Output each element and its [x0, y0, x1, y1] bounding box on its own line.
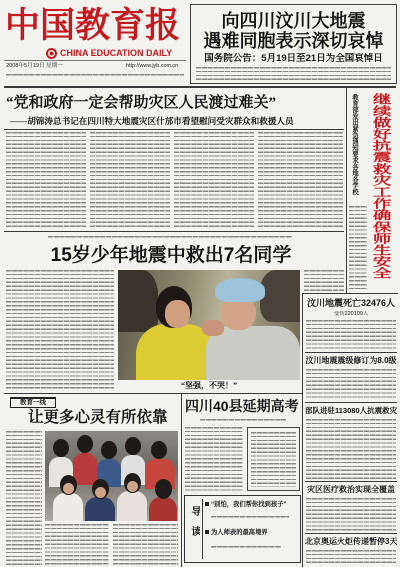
photo-student-head	[155, 479, 172, 499]
photo-student-head	[53, 439, 69, 457]
exam-body-column	[185, 427, 243, 491]
brief-divider	[305, 533, 397, 534]
rescue-photo	[118, 270, 300, 380]
brief-headline: 北京奥运火炬传递暂停3天	[305, 537, 397, 546]
photo-student-head	[77, 435, 93, 453]
mourning-notice-box	[190, 4, 397, 84]
photo-girl-face	[165, 300, 190, 328]
rescue-body-column	[6, 270, 114, 391]
mourning-body-text	[196, 67, 391, 80]
index-label: 导读	[189, 506, 200, 546]
frontline-body-column	[45, 524, 109, 565]
lead-body-column	[258, 132, 343, 228]
mourning-headline-line1: 向四川汶川大地震	[221, 11, 366, 31]
photo-background-person	[118, 270, 158, 332]
bottom-section-rule	[4, 393, 302, 394]
bottom-column-rule	[181, 394, 182, 567]
brief-body-text	[306, 419, 396, 479]
masthead-subtitle: CHINA EDUCATION DAILY	[60, 48, 173, 58]
photo-student-face	[95, 487, 106, 498]
frontline-body-column	[6, 431, 42, 565]
dateline: 2008年5月19日 星期一	[6, 63, 63, 69]
masthead-title: 中国教育报	[5, 6, 181, 45]
lead-body-column	[6, 132, 86, 228]
exam-headline: 四川40县延期高考	[185, 398, 299, 414]
brief-subhead: 受伤220109人	[333, 311, 369, 317]
lead-subheadline: ——胡锦涛总书记在四川特大地震灾区什邡市看望慰问受灾群众和救援人员	[10, 116, 294, 126]
mourning-announcement: 国务院公告：5月19日至21日为全国哀悼日	[204, 53, 383, 64]
rescue-kicker-text	[48, 236, 292, 240]
brief-divider	[305, 402, 397, 403]
index-divider	[202, 499, 203, 559]
side-feature-headline: 继续做好抗震救灾工作确保师生安全	[371, 93, 392, 279]
lead-body-column	[90, 132, 170, 228]
website: http://www.jyb.com.cn	[126, 63, 179, 69]
top-section-rule	[4, 86, 396, 88]
brief-body-text	[306, 369, 396, 400]
exam-subheadline-text	[200, 419, 286, 423]
rescue-headline: 15岁少年地震中救出7名同学	[50, 245, 292, 266]
photo-student-body	[149, 497, 177, 521]
exam-inset-box	[247, 427, 300, 491]
brief-headline: 汶川地震死亡32476人	[306, 298, 396, 308]
photo-hands	[202, 320, 224, 336]
brief-body-text	[306, 498, 396, 531]
side-feature-kicker: 教育部发出紧急通知要求各地各学校	[351, 94, 358, 195]
photo-woman-blue-cap	[215, 278, 265, 302]
frontline-section-label: 教育一线	[10, 397, 56, 408]
photo-student-head	[101, 441, 117, 459]
brief-headline: 汶川地震震级修订为8.0级	[305, 356, 397, 365]
photo-background-person	[260, 270, 300, 322]
brief-divider	[305, 481, 397, 482]
frontline-photo	[45, 431, 178, 521]
photo-student-body	[73, 453, 97, 485]
index-item: “别怕，我们帮你找到孩子”	[205, 500, 298, 510]
frontline-headline: 让更多心灵有所依靠	[28, 409, 168, 426]
brief-divider	[305, 352, 397, 353]
lead-subhead-rule	[4, 129, 344, 130]
side-feature-body-text	[349, 206, 367, 290]
exam-inset-text	[251, 432, 296, 487]
brief-body-text	[306, 550, 396, 565]
brief-headline: 灾区医疗救治实现全覆盖	[307, 485, 395, 494]
photo-student-body	[85, 497, 115, 521]
photo-student-face	[127, 481, 138, 492]
masthead-logo	[46, 48, 57, 59]
index-item: 为人师表的最高境界	[205, 528, 298, 538]
mourning-headline-line2: 遇难同胞表示深切哀悼	[203, 31, 384, 51]
index-box	[184, 495, 301, 563]
photo-student-head	[125, 437, 141, 455]
masthead-rule	[4, 60, 186, 61]
brief-body-text	[306, 320, 396, 350]
brief-headline: 部队进驻113080人抗震救灾	[305, 406, 397, 415]
rescue-photo-caption: “坚强，不哭！”	[181, 381, 237, 390]
index-item-text	[211, 546, 281, 550]
masthead-info-text	[6, 74, 184, 78]
briefs-column-rule	[302, 293, 303, 567]
side-feature-rule	[346, 88, 347, 293]
frontline-body-column	[113, 524, 178, 565]
briefs-top-rule	[303, 293, 398, 294]
index-item-text	[211, 516, 289, 520]
photo-student-body	[53, 493, 83, 521]
photo-student-body	[117, 491, 147, 521]
lead-body-column	[174, 132, 254, 228]
photo-student-face	[63, 483, 74, 494]
mid-section-rule	[4, 231, 344, 232]
lead-headline: “党和政府一定会帮助灾区人民渡过难关”	[6, 95, 277, 111]
photo-student-head	[151, 441, 167, 459]
rescue-body-column	[304, 270, 344, 291]
